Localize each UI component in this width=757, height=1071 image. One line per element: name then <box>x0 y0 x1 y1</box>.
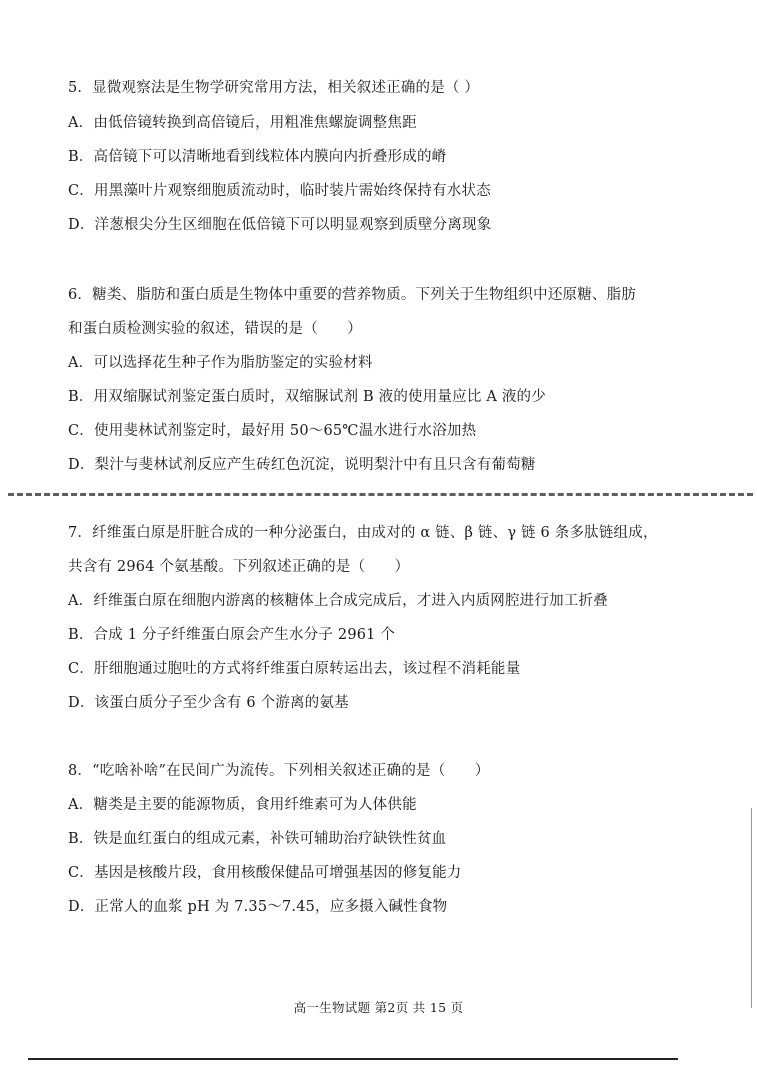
scan-fold-line <box>8 493 753 496</box>
question-8-option-d: D．正常人的血浆 pH 为 7.35～7.45，应多摄入碱性食物 <box>68 899 448 915</box>
question-5-stem: 5．显微观察法是生物学研究常用方法，相关叙述正确的是（ ） <box>68 80 480 96</box>
question-8-option-b: B．铁是血红蛋白的组成元素，补铁可辅助治疗缺铁性贫血 <box>68 831 447 847</box>
question-8-option-a: A．糖类是主要的能源物质，食用纤维素可为人体供能 <box>68 797 417 813</box>
page-footer: 高一生物试题 第2页 共 15 页 <box>293 1000 464 1015</box>
question-5-option-c: C．用黑藻叶片观察细胞质流动时，临时装片需始终保持有水状态 <box>68 183 491 199</box>
bottom-rule <box>28 1058 678 1060</box>
question-7-option-b: B．合成 1 分子纤维蛋白原会产生水分子 2961 个 <box>68 627 396 643</box>
question-6-option-c: C．使用斐林试剂鉴定时，最好用 50～65℃温水进行水浴加热 <box>68 423 477 439</box>
question-5-option-d: D．洋葱根尖分生区细胞在低倍镜下可以明显观察到质壁分离现象 <box>68 217 492 233</box>
question-6-stem-line-1: 6．糖类、脂肪和蛋白质是生物体中重要的营养物质。下列关于生物组织中还原糖、脂肪 <box>68 287 637 303</box>
question-8-stem: 8．“吃啥补啥”在民间广为流传。下列相关叙述正确的是（ ） <box>68 763 490 779</box>
scan-edge-mark <box>751 808 752 1008</box>
question-7-stem-line-2: 共含有 2964 个氨基酸。下列叙述正确的是（ ） <box>68 559 410 575</box>
question-6-stem-line-2: 和蛋白质检测实验的叙述，错误的是（ ） <box>68 321 362 337</box>
question-6-option-b: B．用双缩脲试剂鉴定蛋白质时，双缩脲试剂 B 液的使用量应比 A 液的少 <box>68 389 546 405</box>
question-8-option-c: C．基因是核酸片段，食用核酸保健品可增强基因的修复能力 <box>68 865 462 881</box>
question-7-option-d: D．该蛋白质分子至少含有 6 个游离的氨基 <box>68 695 349 711</box>
question-5-option-b: B．高倍镜下可以清晰地看到线粒体内膜向内折叠形成的嵴 <box>68 149 447 165</box>
question-6-option-a: A．可以选择花生种子作为脂肪鉴定的实验材料 <box>68 355 373 371</box>
question-5-option-a: A．由低倍镜转换到高倍镜后，用粗准焦螺旋调整焦距 <box>68 115 417 131</box>
question-7-stem-line-1: 7．纤维蛋白原是肝脏合成的一种分泌蛋白，由成对的 α 链、β 链、γ 链 6 条多肽链组成， <box>68 525 658 541</box>
question-7-option-c: C．肝细胞通过胞吐的方式将纤维蛋白原转运出去，该过程不消耗能量 <box>68 661 521 677</box>
question-6-option-d: D．梨汁与斐林试剂反应产生砖红色沉淀，说明梨汁中有且只含有葡萄糖 <box>68 457 536 473</box>
question-7-option-a: A．纤维蛋白原在细胞内游离的核糖体上合成完成后，才进入内质网腔进行加工折叠 <box>68 593 608 609</box>
